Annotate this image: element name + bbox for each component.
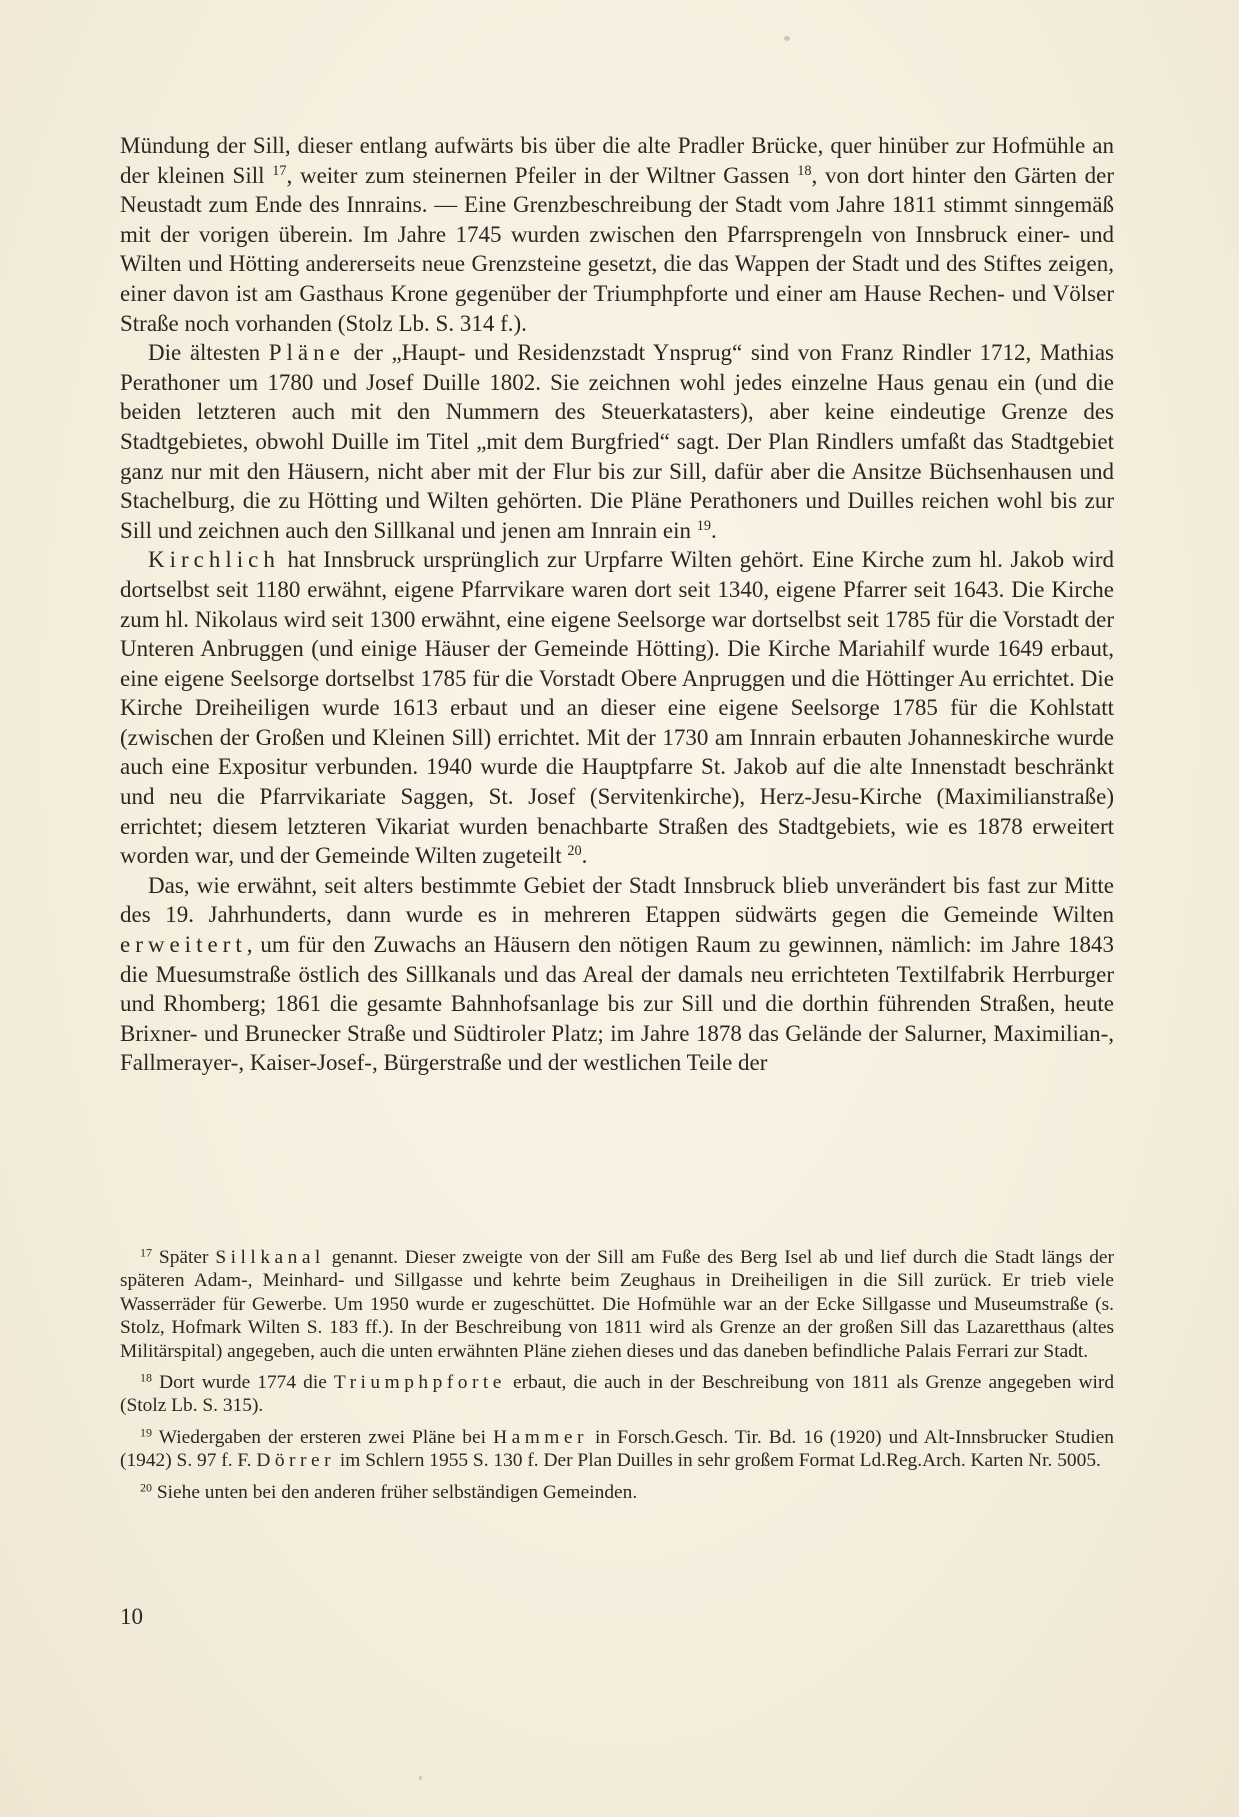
paragraph-text: Die ältesten [148, 340, 261, 366]
paragraph-text: , um für den Zuwachs an Häusern den nötigen Raum zu gewinnen, nämlich: im Jahre 1843 die Muesumstraße östlich des Sillkanals und das Areal der damals neu errichteten Textilfabrik Herrburger und Rhomberg; 1861 die gesamte Bahnhofsanlage bis zur Sill und die dorthin führenden Straßen, heute Brixner- und Brunecker Straße und Südtiroler Platz; im Jahre 1878 das Gelände der Salurner, Maximilian-, Fallmerayer-, Kaiser-Josef-, Bürgerstraße und der westlichen Teile der [120, 932, 1114, 1076]
paragraph-text: , von dort hinter den Gärten der Neustadt zum Ende des Innrains. — Eine Grenzbeschreibung der Stadt vom Jahre 1811 stimmt sinngemäß mit der vorigen überein. Im Jahre 1745 wurden zwischen den Pfarrsprengeln von Innsbruck einer- und Wilten und Hötting andererseits neue Grenzsteine gesetzt, die das Wappen der Stadt und des Stiftes zeigen, einer davon ist am Gasthaus Krone gegenüber der Triumphpforte und einer am Hause Rechen- und Völser Straße noch vorhanden (Stolz Lb. S. 314 f.). [120, 162, 1115, 336]
footnote-18 [120, 1371, 1114, 1418]
paragraph-3 [120, 545, 1114, 871]
footnote-text: Siehe unten bei den anderen früher selbständigen Gemeinden. [156, 1481, 638, 1503]
footnote-number: 20 [140, 1480, 153, 1495]
footnote-text: genannt. Dieser zweigte von der Sill am Fuße des Berg Isel ab und lief durch die Stadt längs der späteren Adam-, Meinhard- und Sillgasse und kehrte beim Zeughaus in Dreiheiligen in die Sill zurück. Er trieb viele Wasserräder für Gewerbe. Um 1950 wurde er zugeschüttet. Die Hofmühle war an der Ecke Sillgasse und Museumstraße (s. Stolz, Hofmark Wilten S. 183 ff.). In der Beschreibung von 1811 wird als Grenze an der großen Sill das Lazaretthaus (altes Militärspital) angegeben, auch die unten erwähnten Pläne ziehen dieses und das daneben befindliche Palais Ferrari zur Stadt. [120, 1247, 1114, 1362]
paper-speck [784, 36, 790, 41]
footnote-ref-20: 20 [567, 843, 582, 860]
paragraph-2 [120, 338, 1114, 545]
footnotes [120, 1246, 1114, 1512]
footnote-text: Später [158, 1247, 209, 1268]
footnote-number: 19 [140, 1425, 153, 1440]
main-text [120, 131, 1114, 1078]
paragraph-1 [120, 131, 1114, 338]
footnote-ref-18: 18 [797, 162, 812, 179]
paragraph-text: . [711, 517, 717, 543]
paragraph-text: , weiter zum steinernen Pfeiler in der Wiltner Gassen [286, 162, 790, 188]
paragraph-text: der „Haupt- und Residenzstadt Ynsprug“ sind von Franz Rindler 1712, Mathias Perathoner um 1780 und Josef Duille 1802. Sie zeichnen wohl jedes einzelne Haus genau ein (und die beiden letzteren auch mit den Nummern des Steuerkatasters), aber keine eindeutige Grenze des Stadtgebietes, obwohl Duille im Titel „mit dem Burgfried“ sagt. Der Plan Rindlers umfaßt das Stadtgebiet ganz nur mit den Häusern, nicht aber mit der Flur bis zur Sill, dafür aber die Ansitze Büchsenhausen und Stachelburg, die zu Hötting und Wilten gehörten. Die Pläne Perathoners und Duilles reichen wohl bis zur Sill und zeichnen auch den Sillkanal und jenen am Innrain ein [120, 340, 1115, 543]
emphasized-word: Hammer [493, 1426, 588, 1448]
emphasized-word: Kirchlich [148, 547, 280, 573]
paragraph-text: hat Innsbruck ursprünglich zur Urpfarre Wilten gehört. Eine Kirche zum hl. Jakob wird dortselbst seit 1180 erwähnt, eigene Pfarrvikare waren dort seit 1340, eigene Pfarrer seit 1643. Die Kirche zum hl. Nikolaus wird seit 1300 erwähnt, eine eigene Seelsorge war dortselbst seit 1785 für die Vorstadt der Unteren Anbruggen (und einige Häuser der Gemeinde Hötting). Die Kirche Mariahilf wurde 1649 erbaut, eine eigene Seelsorge dortselbst 1785 für die Vorstadt Obere Anpruggen und die Höttinger Au errichtet. Die Kirche Dreiheiligen wurde 1613 erbaut und an dieser eine eigene Seelsorge 1785 für die Kohlstatt (zwischen der Großen und Kleinen Sill) errichtet. Mit der 1730 am Innrain erbauten Johanneskirche wurde auch eine Expositur verbunden. 1940 wurde die Hauptpfarre St. Jakob auf die alte Innenstadt beschränkt und neu die Pfarrvikariate Saggen, St. Josef (Servitenkirche), Herz-Jesu-Kirche (Maximilianstraße) errichtet; diesem letzteren Vikariat wurden benachbarte Straßen des Stadtgebiets, wie es 1878 erweitert worden war, und der Gemeinde Wilten zugeteilt [120, 547, 1114, 869]
paragraph-text: Das, wie erwähnt, seit alters bestimmte Gebiet der Stadt Innsbruck blieb unverändert bis fast zur Mitte des 19. Jahrhunderts, dann wurde es in mehreren Etappen südwärts gegen die Gemeinde Wilten [120, 872, 1114, 928]
emphasized-word: Dörrer [256, 1450, 336, 1472]
emphasized-word: Pläne [268, 340, 345, 366]
paragraph-4 [120, 871, 1114, 1078]
footnote-text: erbaut, die auch in der Beschreibung von 1811 als Grenze angegeben wird (Stolz Lb. S. 315). [120, 1372, 1115, 1417]
footnote-text: im Schlern 1955 S. 130 f. Der Plan Duilles in sehr großem Format Ld.Reg.Arch. Karten Nr. 5005. [339, 1450, 1101, 1472]
footnote-20 [120, 1481, 1114, 1504]
footnote-number: 17 [140, 1245, 153, 1260]
emphasized-word: Sillkanal [215, 1247, 325, 1268]
paper-speck [419, 1776, 422, 1780]
footnote-19 [120, 1426, 1114, 1473]
page-number: 10 [120, 1604, 143, 1629]
footnote-text: Dort wurde 1774 die [159, 1372, 327, 1394]
paragraph-text: . [581, 843, 588, 869]
footnote-17 [120, 1246, 1114, 1363]
footnote-text: Wiedergaben der ersteren zwei Pläne bei [158, 1426, 486, 1448]
footnote-text: in Forsch.Gesch. Tir. Bd. 16 (1920) und Alt-Innsbrucker Studien (1942) S. 97 f. F. [120, 1426, 1114, 1472]
paragraph-text: Mündung der Sill, dieser entlang aufwärts bis über die alte Pradler Brücke, quer hinüber zur Hofmühle an der kleinen Sill [120, 133, 1114, 188]
footnote-ref-17: 17 [272, 162, 287, 179]
footnote-ref-19: 19 [696, 517, 712, 534]
emphasized-word: Triumphpforte [333, 1372, 506, 1394]
footnote-number: 18 [140, 1370, 153, 1385]
emphasized-word: erweitert [120, 932, 247, 958]
